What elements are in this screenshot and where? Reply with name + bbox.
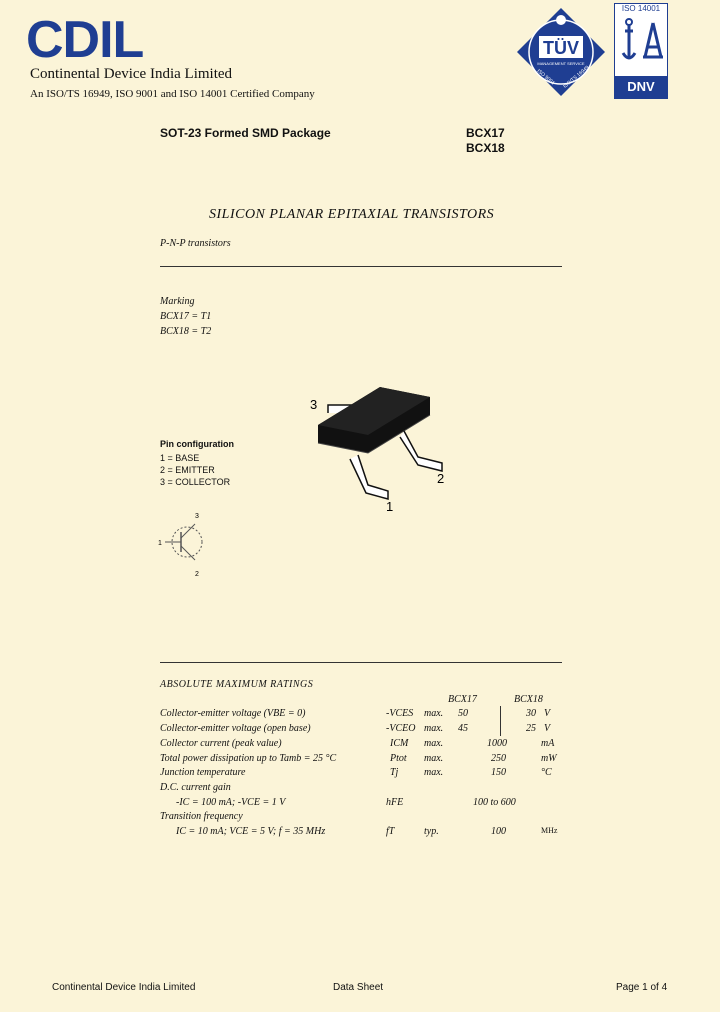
rating-value-bcx18: 25 xyxy=(526,723,536,734)
company-logo: CDIL xyxy=(26,11,144,69)
rating-symbol: -VCEO xyxy=(386,723,416,734)
rating-param: Transition frequency xyxy=(160,811,243,822)
rating-symbol: ICM xyxy=(390,738,409,749)
sot23-package-drawing xyxy=(300,375,480,515)
company-name: Continental Device India Limited xyxy=(30,66,233,82)
package-pin-1-label: 1 xyxy=(386,499,394,514)
tuv-sub-text: MANAGEMENT SERVICE xyxy=(537,61,585,66)
document-subtitle: P-N-P transistors xyxy=(160,238,231,249)
marking-line-1: BCX17 = T1 xyxy=(160,311,212,322)
pin-config-item-3: 3 = COLLECTOR xyxy=(160,477,231,487)
iso14001-label: ISO 14001 xyxy=(621,4,661,13)
iso9001-badge-text: ISO 9001 xyxy=(535,68,556,87)
anchor-icon xyxy=(615,13,667,69)
rating-value-bcx17: 50 xyxy=(458,708,468,719)
rating-unit: MHz xyxy=(541,826,558,835)
rating-unit: V xyxy=(544,708,551,719)
dnv-label: DNV xyxy=(615,76,667,98)
rating-qualifier: max. xyxy=(424,723,444,734)
rating-value-bcx18: 30 xyxy=(526,708,536,719)
rating-param: Collector current (peak value) xyxy=(160,738,282,749)
symbol-pin-3-label: 3 xyxy=(195,513,199,520)
rating-unit: mA xyxy=(541,738,555,749)
rating-symbol: fT xyxy=(386,826,395,837)
rating-param: Junction temperature xyxy=(160,767,246,778)
divider-top xyxy=(160,266,562,267)
marking-heading: Marking xyxy=(160,296,195,307)
pin-config-item-2: 2 = EMITTER xyxy=(160,465,215,475)
rating-symbol: hFE xyxy=(386,797,404,808)
rating-symbol: Ptot xyxy=(390,753,407,764)
divider-ratings xyxy=(160,662,562,663)
ratings-column-divider xyxy=(500,706,501,736)
rating-qualifier: typ. xyxy=(424,826,439,837)
pin-config-heading: Pin configuration xyxy=(160,439,234,449)
symbol-pin-1-label: 1 xyxy=(158,540,162,547)
part-number-2: BCX18 xyxy=(466,141,505,155)
rating-value-bcx17: 45 xyxy=(458,723,468,734)
package-pin-2-label: 2 xyxy=(437,471,445,486)
footer-data-sheet: Data Sheet xyxy=(333,982,384,993)
pnp-transistor-symbol xyxy=(155,508,215,580)
part-number-1: BCX17 xyxy=(466,126,505,140)
dnv-certification-badge xyxy=(614,3,668,99)
ratings-col-header-2: BCX18 xyxy=(514,694,543,705)
rating-param: Total power dissipation up to Tamb = 25 °C xyxy=(160,753,337,764)
rating-value: 1000 xyxy=(487,738,507,749)
rating-value: 250 xyxy=(491,753,506,764)
rating-qualifier: max. xyxy=(424,767,444,778)
rating-param: Collector-emitter voltage (VBE = 0) xyxy=(160,708,306,719)
document-title: SILICON PLANAR EPITAXIAL TRANSISTORS xyxy=(209,207,495,222)
footer-company: Continental Device India Limited xyxy=(52,982,196,993)
tuv-certification-badge xyxy=(515,6,607,98)
footer-page-number: Page 1 of 4 xyxy=(616,982,668,993)
rating-unit: °C xyxy=(541,767,552,778)
rating-value: 150 xyxy=(491,767,506,778)
rating-param: D.C. current gain xyxy=(160,782,231,793)
rating-qualifier: max. xyxy=(424,708,444,719)
rating-qualifier: max. xyxy=(424,753,444,764)
package-label: SOT-23 Formed SMD Package xyxy=(160,126,331,140)
symbol-pin-2-label: 2 xyxy=(195,571,199,578)
package-pin-3-label: 3 xyxy=(310,397,318,412)
tuv-text: TÜV xyxy=(543,38,579,58)
rating-param: -IC = 100 mA; -VCE = 1 V xyxy=(176,797,286,808)
ratings-heading: ABSOLUTE MAXIMUM RATINGS xyxy=(160,679,314,690)
certification-tagline: An ISO/TS 16949, ISO 9001 and ISO 14001 Certified Company xyxy=(30,88,315,100)
rating-symbol: Tj xyxy=(390,767,399,778)
rating-unit: V xyxy=(544,723,551,734)
pin-config-item-1: 1 = BASE xyxy=(160,453,200,463)
isots-badge-text: ISO/TS 16949 xyxy=(562,64,591,90)
rating-param: Collector-emitter voltage (open base) xyxy=(160,723,311,734)
rating-param: IC = 10 mA; VCE = 5 V; f = 35 MHz xyxy=(176,826,326,837)
rating-unit: mW xyxy=(541,753,557,764)
rating-qualifier: max. xyxy=(424,738,444,749)
ratings-col-header-1: BCX17 xyxy=(448,694,477,705)
rating-value: 100 to 600 xyxy=(473,797,516,808)
marking-line-2: BCX18 = T2 xyxy=(160,326,212,337)
rating-symbol: -VCES xyxy=(386,708,414,719)
rating-value: 100 xyxy=(491,826,506,837)
